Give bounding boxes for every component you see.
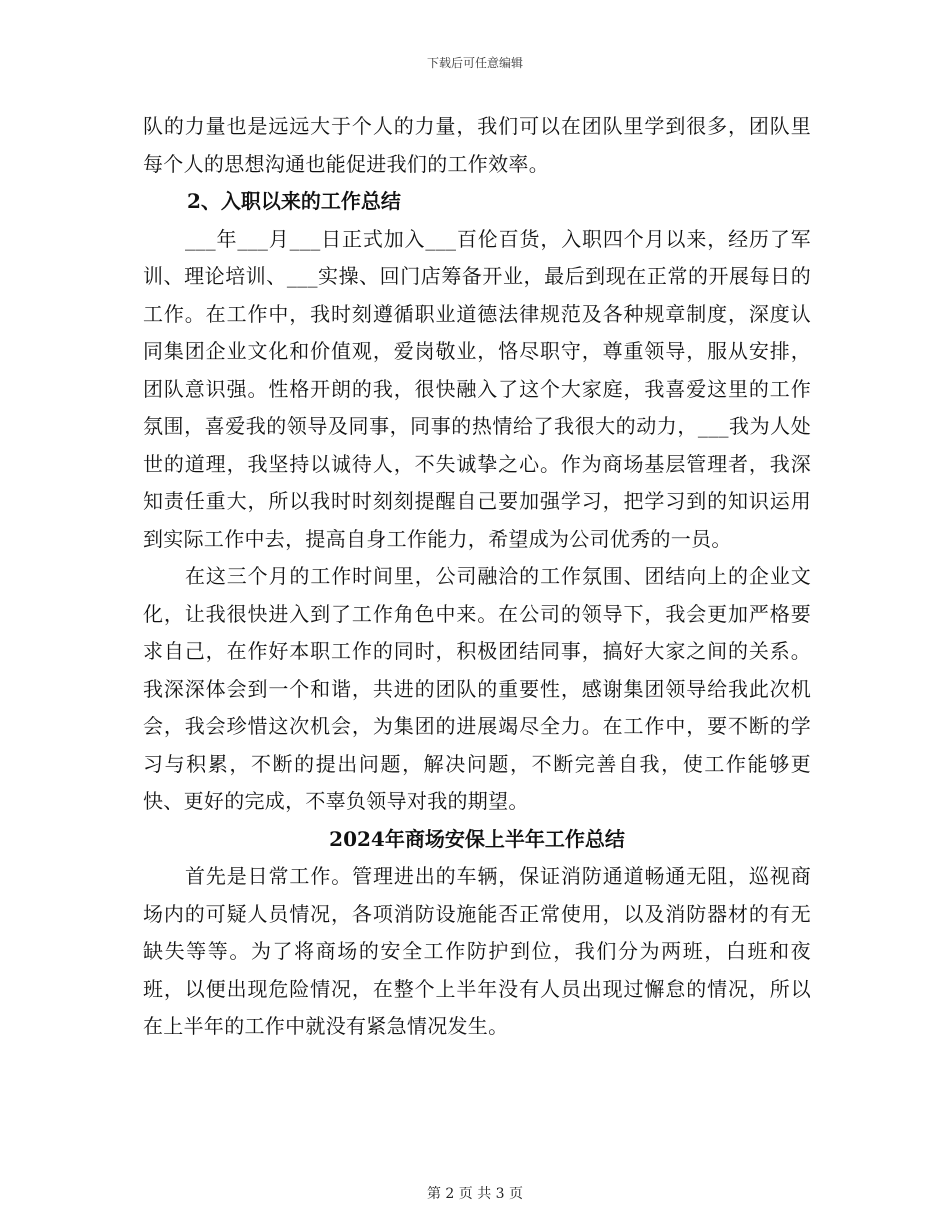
paragraph-security-1: 首先是日常工作。管理进出的车辆，保证消防通道畅通无阻，巡视商场内的可疑人员情况，各项消防设施能否正常使用，以及消防器材的有无缺失等等。为了将商场的安全工作防护到位，我们分为两班，白班和夜班，以便出现危险情况，在整个上半年没有人员出现过懈怠的情况，所以在上半年的工作中就没有紧急情况发生。 bbox=[143, 864, 811, 1038]
document-title: 2024年商场安保上半年工作总结 bbox=[329, 826, 625, 851]
document-body bbox=[143, 108, 811, 1046]
page-footer: 第 2 页 共 3 页 bbox=[426, 1186, 524, 1202]
paragraph-work-1: ___年___月___日正式加入___百伦百货，入职四个月以来，经历了军训、理论培训、___实操、回门店筹备开业，最后到现在正常的开展每日的工作。在工作中，我时刻遵循职业道德法律规范及各种规章制度，深度认同集团企业文化和价值观，爱岗敬业，恪尽职守，尊重领导，服从安排，团队意识强。性格开朗的我，很快融入了这个大家庭，我喜爱这里的工作氛围，喜爱我的领导及同事，同事的热情给了我很大的动力，___我为人处世的道理，我坚持以诚待人，不失诚挚之心。作为商场基层管理者，我深知责任重大，所以我时时刻刻提醒自己要加强学习，把学习到的知识运用到实际工作中去，提高自身工作能力，希望成为公司优秀的一员。 bbox=[143, 226, 811, 551]
paragraph-work-2: 在这三个月的工作时间里，公司融洽的工作氛围、团结向上的企业文化，让我很快进入到了工作角色中来。在公司的领导下，我会更加严格要求自己，在作好本职工作的同时，积极团结同事，搞好大家之间的关系。我深深体会到一个和谐，共进的团队的重要性，感谢集团领导给我此次机会，我会珍惜这次机会，为集团的进展竭尽全力。在工作中，要不断的学习与积累，不断的提出问题，解决问题，不断完善自我，使工作能够更快、更好的完成，不辜负领导对我的期望。 bbox=[143, 564, 811, 813]
paragraph-intro: 队的力量也是远远大于个人的力量，我们可以在团队里学到很多，团队里每个人的思想沟通也能促进我们的工作效率。 bbox=[143, 114, 811, 176]
section-heading-2: 2、入职以来的工作总结 bbox=[187, 189, 401, 213]
page-header: 下载后可任意编辑 bbox=[426, 56, 523, 70]
